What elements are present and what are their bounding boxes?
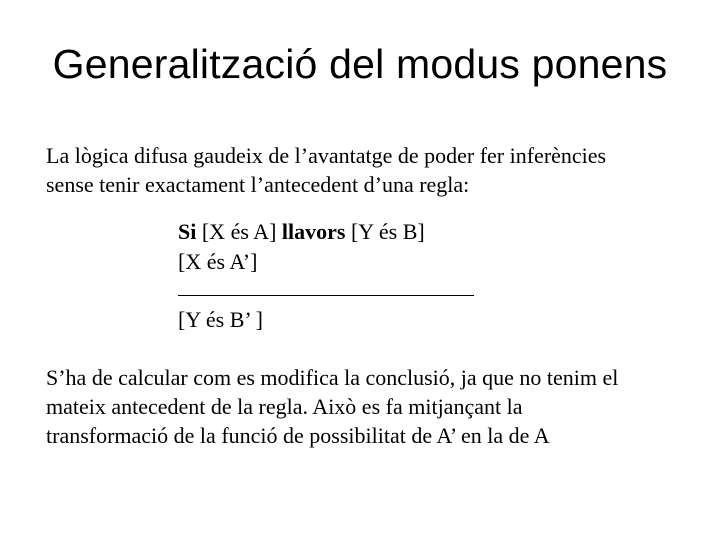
if-keyword: Si (178, 219, 197, 244)
outro-line-3: transformació de la funció de possibilitat de A’ en la de A (46, 423, 550, 448)
intro-paragraph (46, 141, 696, 199)
outro-paragraph (46, 363, 696, 450)
rule-premise: [X és A’] (178, 249, 258, 274)
then-clause: [Y és B] (345, 219, 425, 244)
inference-divider (178, 295, 474, 296)
outro-line-1: S’ha de calcular com es modifica la conclusió, ja que no tenim el (46, 365, 619, 390)
rule-block (178, 217, 425, 277)
outro-line-2: mateix antecedent de la regla. Això es fa mitjançant la (46, 394, 523, 419)
intro-line-1: La lògica difusa gaudeix de l’avantatge de poder fer inferències (46, 143, 607, 168)
intro-line-2: sense tenir exactament l’antecedent d’una regla: (46, 172, 470, 197)
if-clause: [X és A] (196, 219, 282, 244)
rule-conclusion: [Y és B’ ] (178, 307, 263, 332)
rule-statement (178, 217, 425, 247)
slide-title: Generalització del modus ponens (52, 41, 668, 87)
then-keyword: llavors (281, 219, 346, 244)
